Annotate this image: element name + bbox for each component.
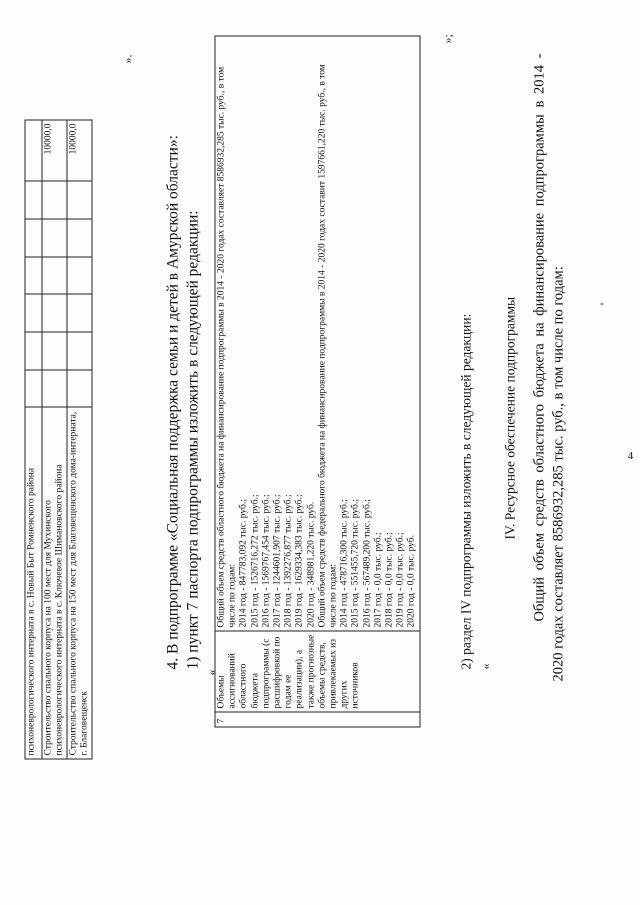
table-cell-name: Строительство спального корпуса на 100 мест для Мухинского психоневрологического интерната в с. Ключевое Шимановского района bbox=[42, 407, 67, 759]
closing-quote-mark: ». bbox=[120, 54, 134, 63]
table-row bbox=[215, 36, 420, 727]
passport-table bbox=[214, 35, 420, 727]
passport-item-number: 7 bbox=[215, 712, 420, 727]
page-number: 4 bbox=[627, 449, 633, 462]
table-row bbox=[25, 120, 42, 759]
table-cell-value: 10000,0 bbox=[42, 120, 67, 181]
item-heading: 1) пункт 7 паспорта подпрограммы изложить в следующей редакции: bbox=[184, 209, 201, 669]
subprogram-heading: 4. В подпрограмме «Социальная поддержка семьи и детей в Амурской области»: bbox=[164, 134, 181, 669]
passport-label-cell: Объемы ассигнований областного бюджета подпрограммы (с расшифровкой по годам ее реализации), а также прогнозные объемы средств, привлекаемых из других источников bbox=[215, 631, 420, 712]
table-cell-name: психоневрологического интерната в с. Новый Быт Ромненского района bbox=[25, 407, 42, 759]
table-row bbox=[42, 120, 67, 759]
passport-content-cell: Общий объем средств областного бюджета на финансирование подпрограммы в 2014 - 2020 годах составляет 8586932,285 тыс. руб., в том числе по годам: 2014 год - 847783,092 тыс. руб.; 2015 год - 1526716,272 тыс. руб.; 2016 год - 1569767,454 тыс. руб.; 2017 год - 1244601,907 тыс. руб.; 2018 год - 1392276,877 тыс. руб.; 2019 год - 1629334,383 тыс. руб.; 2020 год - 348981,220 тыс. руб. Общий объем средств федерального бюджета на финансирование подпрограммы в 2014 - 2020 годах составит 1597661,220 тыс. руб., в том числе по годам: 2014 год - 478716,300 тыс. руб.; 2015 год - 551455,720 тыс. руб.; 2016 год - 567489,200 тыс. руб.; 2017 год - 0,0 тыс. руб.; 2018 год - 0,0 тыс. руб.; 2019 год - 0,0 тыс. руб.; 2020 год - 0,0 тыс. руб. bbox=[215, 36, 420, 631]
objects-table-continuation bbox=[24, 119, 92, 759]
table-cell-value bbox=[25, 120, 42, 181]
opening-quote-mark: « bbox=[478, 663, 492, 669]
section-title: IV. Ресурсное обеспечение подпрограммы bbox=[502, 296, 517, 539]
table-row bbox=[67, 120, 92, 759]
table-cell-value: 10000,0 bbox=[67, 120, 92, 181]
section-intro: 2) раздел IV подпрограммы изложить в следующей редакции: bbox=[458, 313, 473, 669]
table-cell-name: Строительство спального корпуса на 150 мест для Благовещенского дома-интерната, г. Благовещенск bbox=[67, 407, 92, 759]
section-paragraph: Общий объем средств областного бюджета на финансирование подпрограммы в 2014 - 2020 годах составляет 8586932,285 тыс. руб., в том числе по годам: bbox=[531, 53, 566, 681]
closing-quote-mark: »; bbox=[440, 33, 454, 43]
scan-speck bbox=[600, 302, 603, 305]
opening-quote-mark: « bbox=[204, 669, 218, 675]
